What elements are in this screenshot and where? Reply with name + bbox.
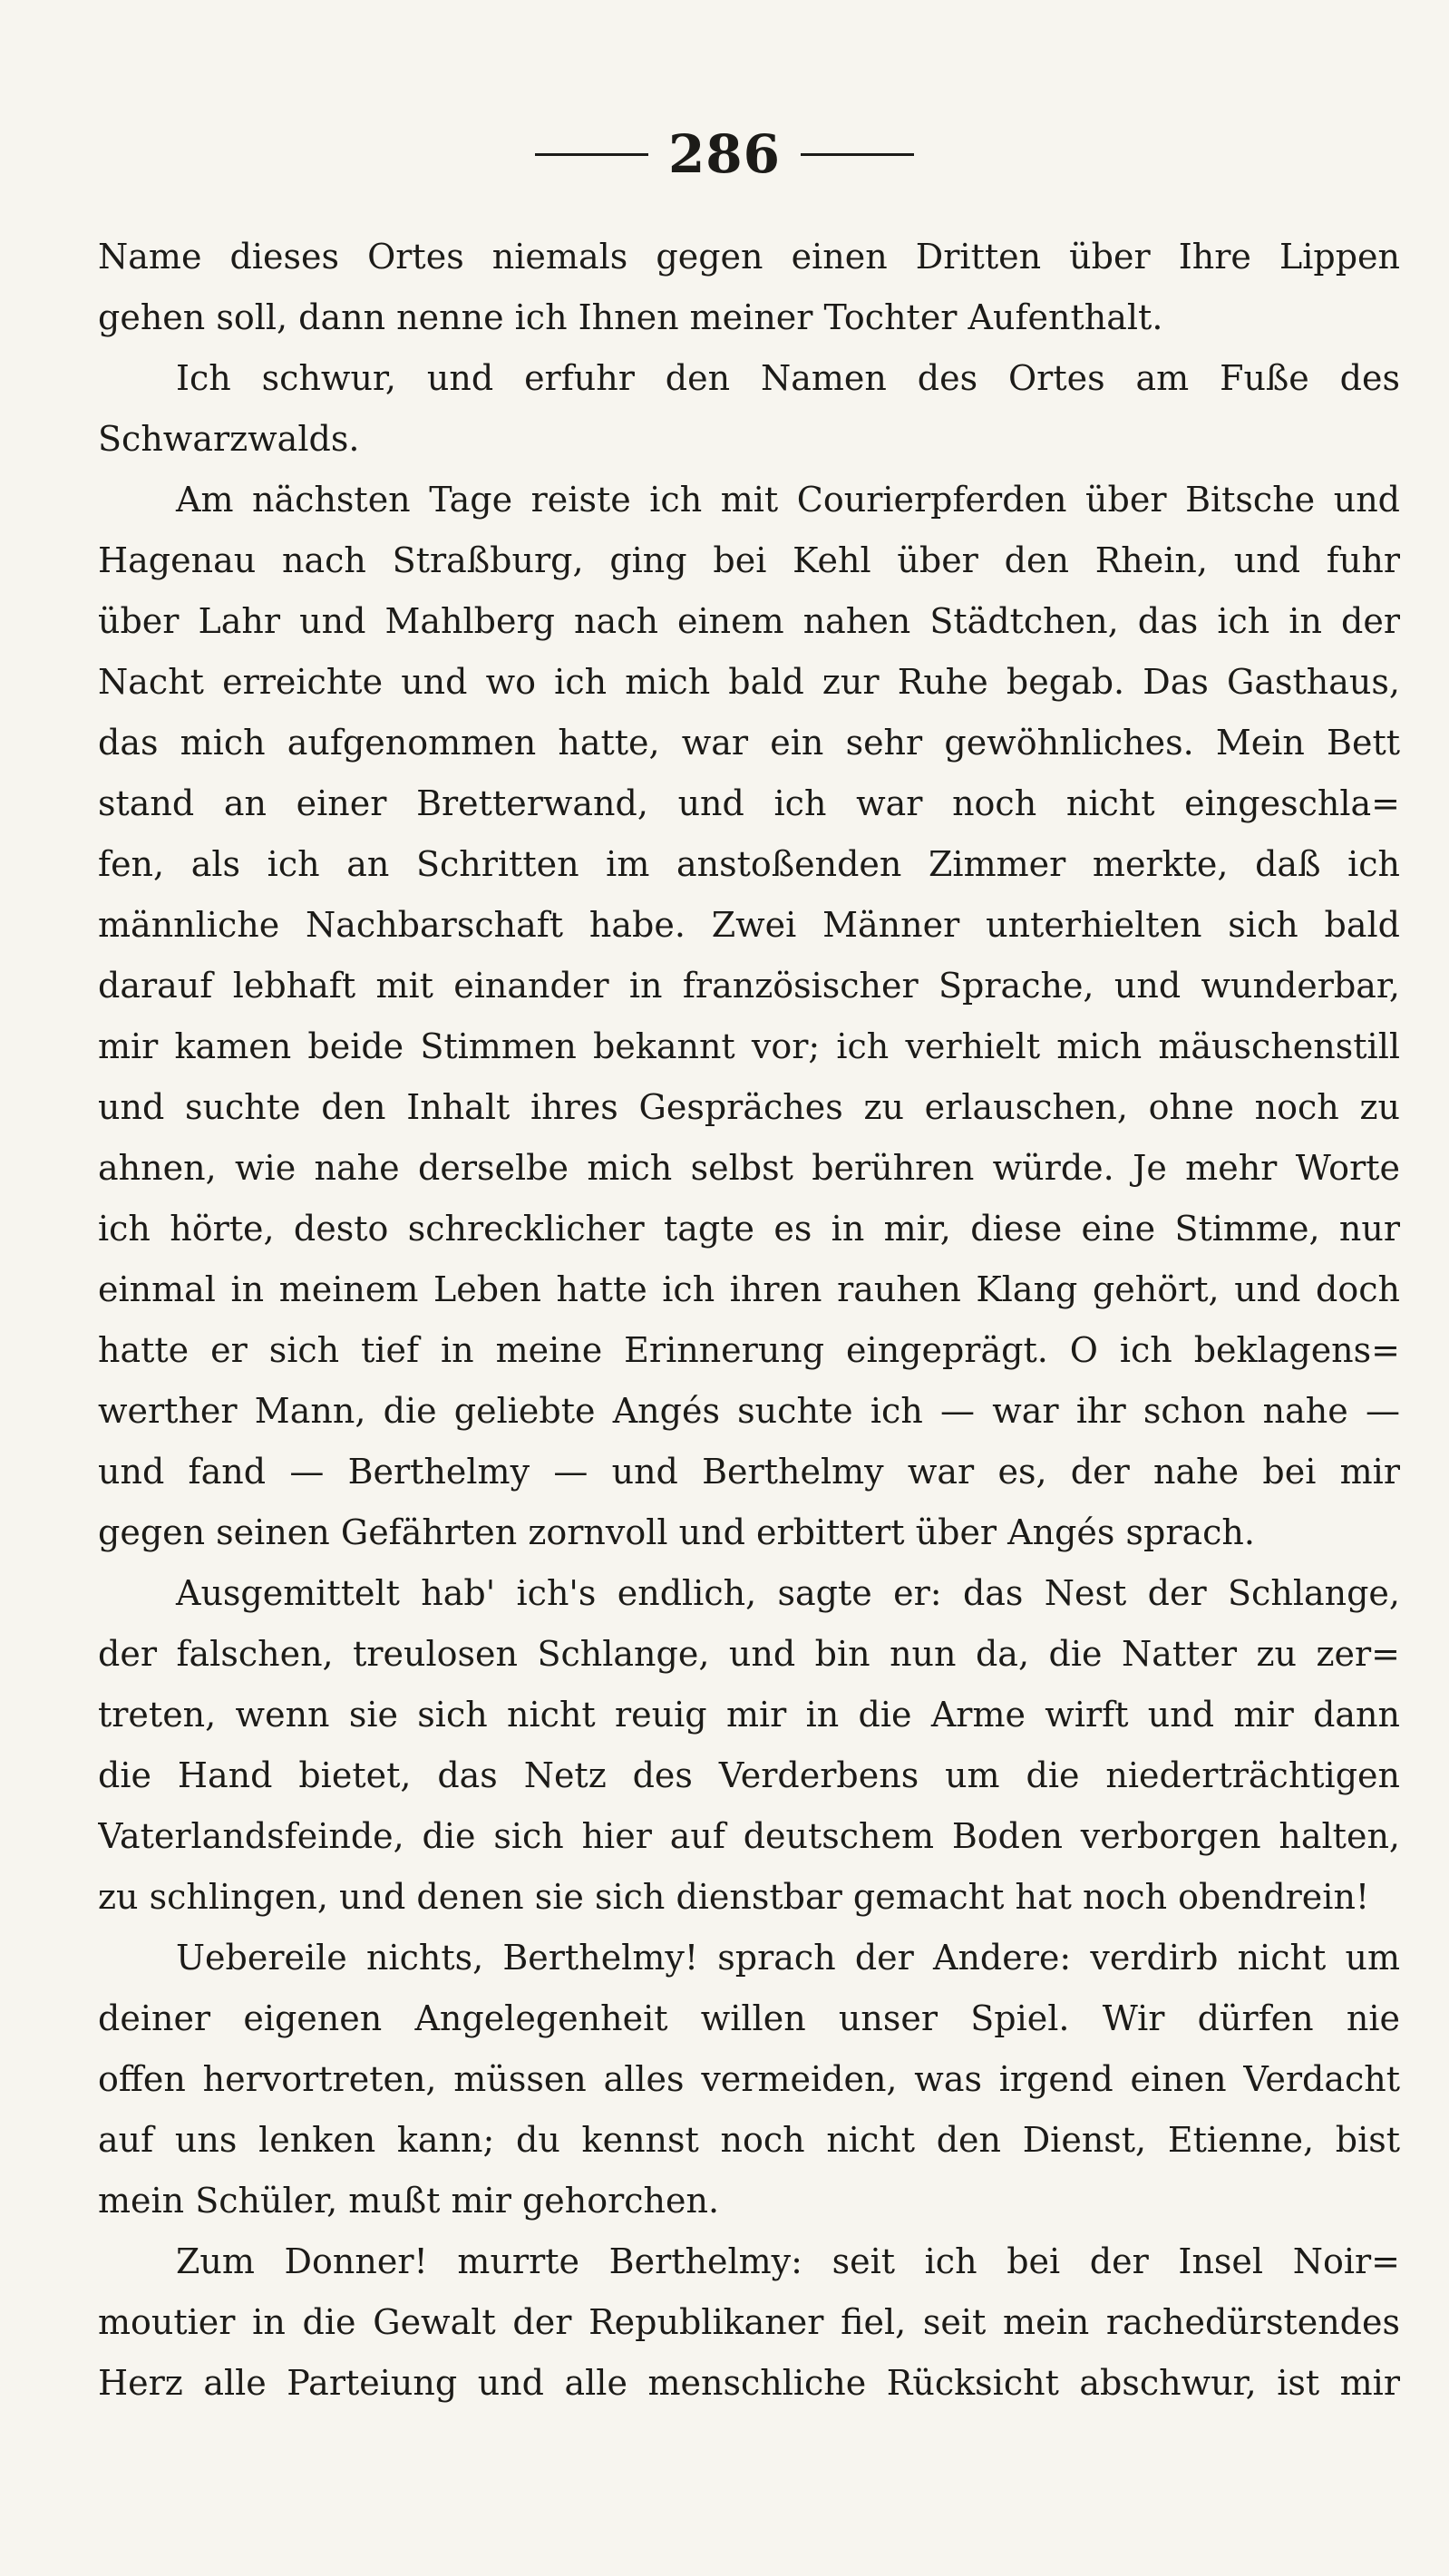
paragraph [98, 348, 1400, 470]
text-line: gehen soll, dann nenne ich Ihnen meiner Tochter Aufenthalt. [98, 297, 1163, 337]
text-line: Nacht erreichte und wo ich mich bald zur Ruhe begab. Das Gasthaus, [98, 662, 1400, 702]
paragraph [98, 470, 1400, 1563]
text-line: mir kamen beide Stimmen bekannt vor; ich verhielt mich mäuschenstill [98, 1026, 1400, 1066]
text-line: stand an einer Bretterwand, und ich war noch nicht eingeschla= [98, 783, 1400, 823]
paragraph [98, 2231, 1400, 2414]
paragraph [98, 227, 1400, 348]
page-number: 286 [667, 123, 782, 185]
text-line: hatte er sich tief in meine Erinnerung eingeprägt. O ich beklagens= [98, 1330, 1400, 1370]
text-line: die Hand bietet, das Netz des Verderbens um die niederträchtigen [98, 1755, 1400, 1795]
text-line: mein Schüler, mußt mir gehorchen. [98, 2181, 720, 2221]
text-line: und fand — Berthelmy — und Berthelmy war es, der nahe bei mir [98, 1452, 1400, 1492]
text-line: und suchte den Inhalt ihres Gespräches zu erlauschen, ohne noch zu [98, 1087, 1400, 1127]
text-line: fen, als ich an Schritten im anstoßenden Zimmer merkte, daß ich [98, 844, 1400, 884]
paragraph [98, 1563, 1400, 1928]
text-line: einmal in meinem Leben hatte ich ihren rauhen Klang gehört, und doch [98, 1269, 1400, 1309]
text-line: ahnen, wie nahe derselbe mich selbst berühren würde. Je mehr Worte [98, 1148, 1400, 1188]
header-rule-right [801, 153, 914, 156]
text-line: gegen seinen Gefährten zornvoll und erbittert über Angés sprach. [98, 1512, 1255, 1552]
text-line: Uebereile nichts, Berthelmy! sprach der Andere: verdirb nicht um [176, 1938, 1400, 1978]
text-line: Herz alle Parteiung und alle menschliche Rücksicht abschwur, ist mir [98, 2363, 1400, 2403]
text-line: offen hervortreten, müssen alles vermeiden, was irgend einen Verdacht [98, 2059, 1400, 2099]
text-line: auf uns lenken kann; du kennst noch nicht den Dienst, Etienne, bist [98, 2120, 1400, 2160]
text-line: Am nächsten Tage reiste ich mit Courierpferden über Bitsche und [176, 480, 1400, 520]
text-line: Zum Donner! murrte Berthelmy: seit ich bei der Insel Noir= [176, 2241, 1400, 2281]
text-line: Ausgemittelt hab' ich's endlich, sagte er: das Nest der Schlange, [176, 1573, 1400, 1613]
body-text [98, 227, 1400, 2414]
text-line: ich hörte, desto schrecklicher tagte es in mir, diese eine Stimme, nur [98, 1209, 1400, 1249]
text-line: treten, wenn sie sich nicht reuig mir in die Arme wirft und mir dann [98, 1695, 1400, 1735]
text-line: Ich schwur, und erfuhr den Namen des Ortes am Fuße des [176, 358, 1400, 398]
text-line: moutier in die Gewalt der Republikaner fiel, seit mein rachedürstendes [98, 2302, 1400, 2342]
page-header [0, 118, 1449, 190]
text-line: darauf lebhaft mit einander in französischer Sprache, und wunderbar, [98, 966, 1400, 1006]
text-line: Vaterlandsfeinde, die sich hier auf deutschem Boden verborgen halten, [98, 1816, 1400, 1856]
header-rule-left [535, 153, 648, 156]
text-line: Schwarzwalds. [98, 419, 360, 459]
text-line: werther Mann, die geliebte Angés suchte ich — war ihr schon nahe — [98, 1391, 1400, 1431]
text-line: männliche Nachbarschaft habe. Zwei Männer unterhielten sich bald [98, 905, 1400, 945]
text-line: zu schlingen, und denen sie sich dienstbar gemacht hat noch obendrein! [98, 1877, 1370, 1917]
text-line: deiner eigenen Angelegenheit willen unser Spiel. Wir dürfen nie [98, 1998, 1400, 2038]
text-line: Hagenau nach Straßburg, ging bei Kehl über den Rhein, und fuhr [98, 540, 1400, 580]
text-line: der falschen, treulosen Schlange, und bin nun da, die Natter zu zer= [98, 1634, 1400, 1674]
text-line: über Lahr und Mahlberg nach einem nahen Städtchen, das ich in der [98, 601, 1400, 641]
text-line: Name dieses Ortes niemals gegen einen Dritten über Ihre Lippen [98, 237, 1400, 277]
text-line: das mich aufgenommen hatte, war ein sehr gewöhnliches. Mein Bett [98, 723, 1400, 763]
paragraph [98, 1928, 1400, 2231]
